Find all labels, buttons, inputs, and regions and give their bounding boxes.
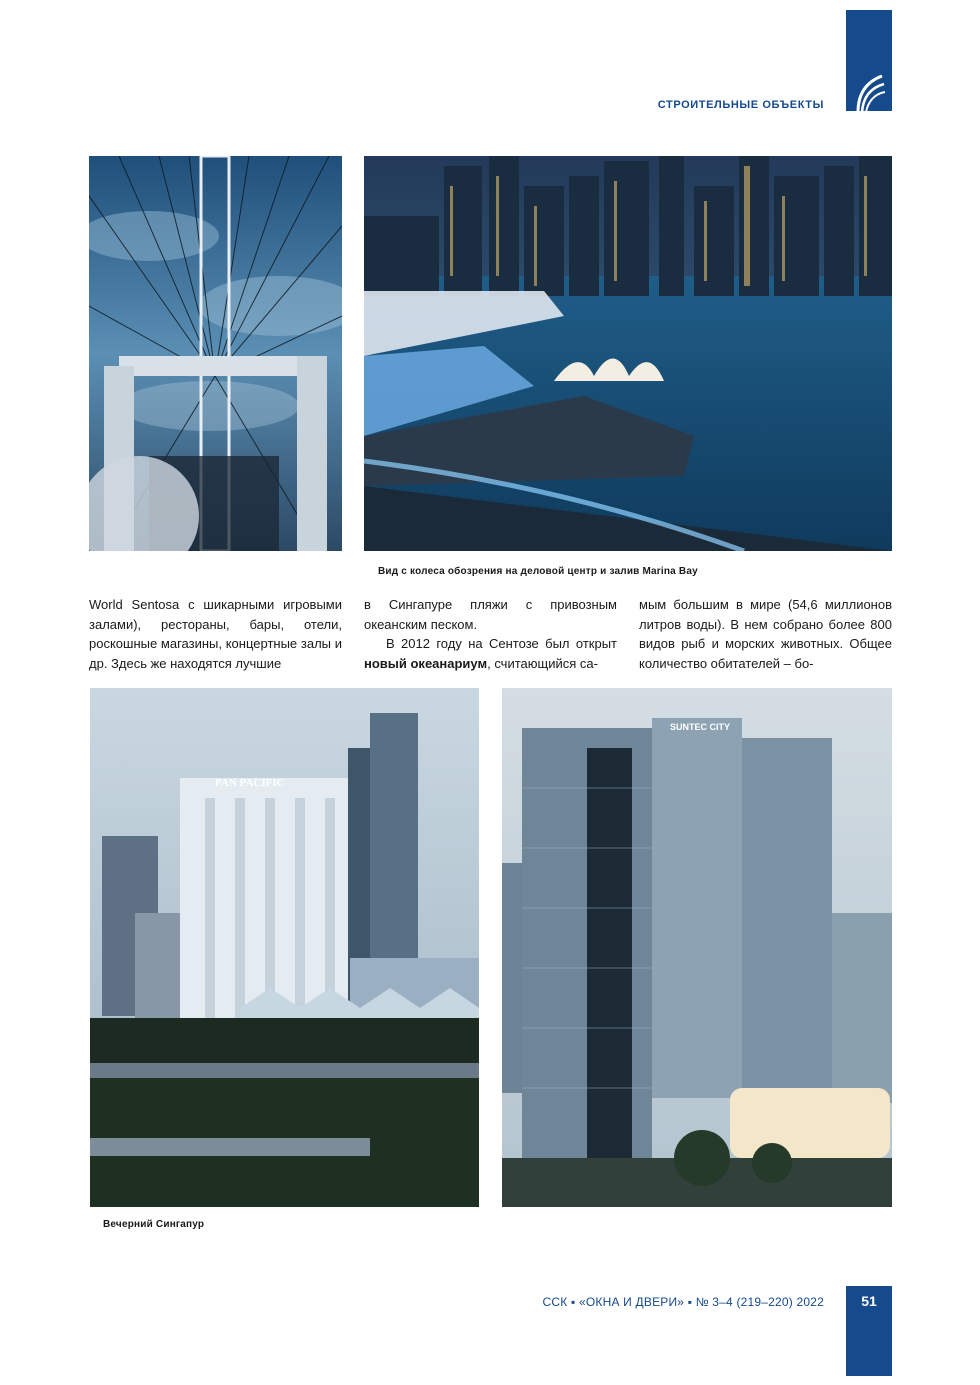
pan-pacific-hotel-photo	[90, 688, 479, 1207]
logo-swoosh-icon	[852, 72, 886, 116]
article-text: World Sentosa с шикарными игровыми залами), рестораны, бары, отели, роскошные магазины, концертные залы и др. Здесь же находятся лучшие	[89, 597, 342, 671]
article-text: мым большим в мире (54,6 миллионов литров воды). В нем собрано более 800 видов рыб и морских животных. Общее количество обитателей – бо-	[639, 597, 892, 671]
photo-caption: Вечерний Сингапур	[103, 1219, 205, 1230]
article-column-1	[89, 595, 342, 673]
tower-sign: SUNTEC CITY	[670, 722, 731, 732]
article-column-3	[639, 595, 892, 673]
section-title: СТРОИТЕЛЬНЫЕ ОБЪЕКТЫ	[657, 99, 824, 111]
hotel-sign: PAN PACIFIC	[215, 777, 285, 789]
marina-bay-photo	[364, 156, 892, 551]
suntec-city-towers-photo	[502, 688, 892, 1207]
article-text: в Сингапуре пляжи с привозным океанским песком.	[364, 597, 617, 632]
article-highlight: новый океанариум	[364, 655, 488, 671]
article-column-2	[364, 595, 617, 673]
page-number: 51	[861, 1293, 877, 1309]
article-paragraph	[364, 634, 617, 673]
article-text: В 2012 году на Сентозе был открыт	[386, 636, 617, 651]
photo-caption: Вид с колеса обозрения на деловой центр и залив Marina Bay	[378, 566, 698, 577]
article-text: , считающийся са-	[487, 655, 598, 671]
magazine-footer: ССК ▪ «ОКНА И ДВЕРИ» ▪ № 3–4 (219–220) 2022	[542, 1295, 824, 1309]
ferris-wheel-photo	[89, 156, 342, 551]
page-number-box	[846, 1286, 892, 1376]
magazine-logo	[846, 10, 892, 111]
